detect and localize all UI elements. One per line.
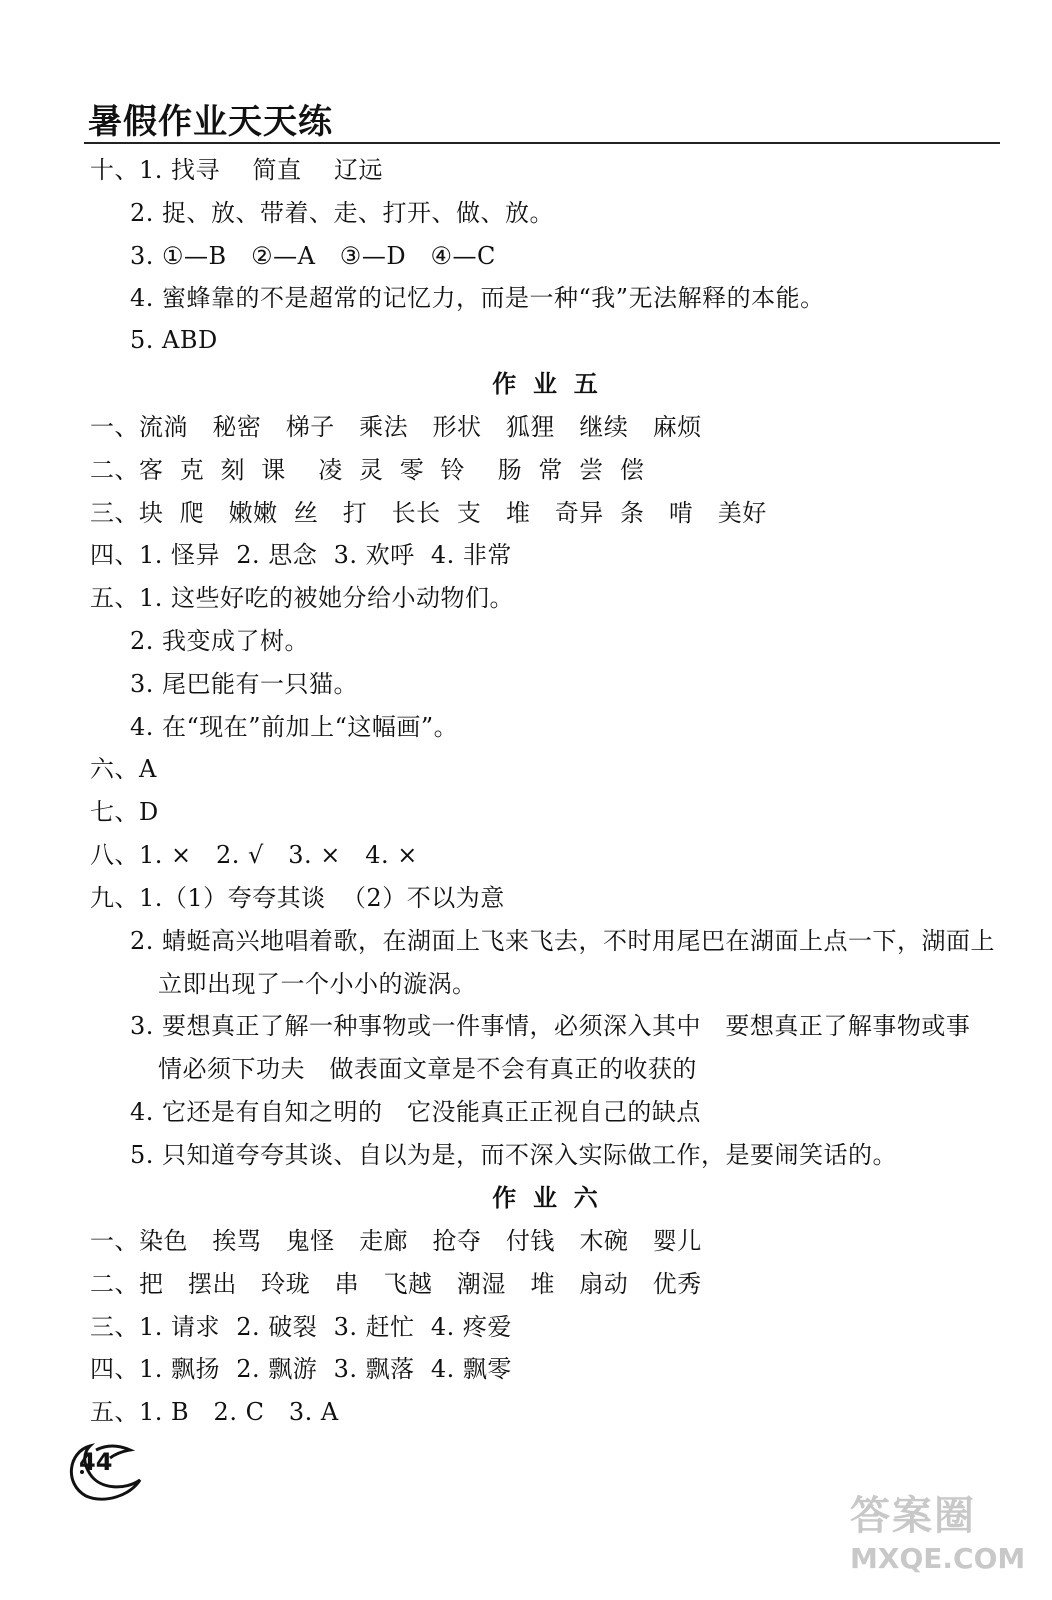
answer-line: 七、D <box>90 798 159 826</box>
answer-line: 情必须下功夫 做表面文章是不会有真正的收获的 <box>158 1055 697 1083</box>
answer-line: 十、1. 找寻 简直 辽远 <box>90 156 384 184</box>
answer-line: 三、块 爬 嫩嫩 丝 打 长长 支 堆 奇异 条 啃 美好 <box>90 499 767 527</box>
answer-line: 三、1. 请求 2. 破裂 3. 赶忙 4. 疼爱 <box>90 1313 512 1341</box>
section-heading-6: 作 业 六 <box>492 1183 598 1212</box>
answer-line: 3. 尾巴能有一只猫。 <box>130 670 359 698</box>
answer-line: 一、染色 挨骂 鬼怪 走廊 抢夺 付钱 木碗 婴儿 <box>90 1227 702 1255</box>
answer-line: 四、1. 飘扬 2. 飘游 3. 飘落 4. 飘零 <box>90 1355 512 1383</box>
watermark-url: MXQE.COM <box>850 1542 1026 1575</box>
answer-line: 3. 要想真正了解一种事物或一件事情，必须深入其中 要想真正了解事物或事 <box>130 1012 971 1040</box>
answer-line: 5. ABD <box>130 326 218 354</box>
answer-line: 5. 只知道夸夸其谈、自以为是，而不深入实际做工作，是要闹笑话的。 <box>130 1141 898 1169</box>
answer-line: 四、1. 怪异 2. 思念 3. 欢呼 4. 非常 <box>90 541 512 569</box>
answer-line: 九、1.（1）夸夸其谈 （2）不以为意 <box>90 884 505 912</box>
answer-line: 五、1. 这些好吃的被她分给小动物们。 <box>90 584 515 612</box>
answer-line: 二、客 克 刻 课 凌 灵 零 铃 肠 常 尝 偿 <box>90 456 645 484</box>
header-divider <box>84 142 1000 144</box>
answer-line: 2. 我变成了树。 <box>130 627 310 655</box>
page-number: 44 <box>79 1448 113 1476</box>
answer-line: 六、A <box>90 755 157 783</box>
answer-line: 五、1. B 2. C 3. A <box>90 1398 339 1426</box>
answer-line: 二、把 摆出 玲珑 串 飞越 潮湿 堆 扇动 优秀 <box>90 1270 702 1298</box>
answer-line: 2. 捉、放、带着、走、打开、做、放。 <box>130 199 555 227</box>
section-heading-5: 作 业 五 <box>492 369 598 398</box>
answer-line: 立即出现了一个小小的漩涡。 <box>158 970 477 998</box>
answer-line: 一、流淌 秘密 梯子 乘法 形状 狐狸 继续 麻烦 <box>90 413 702 441</box>
watermark-logo-text: 答案圈 <box>850 1493 976 1539</box>
watermark <box>850 1490 1026 1600</box>
answer-line: 3. ①—B ②—A ③—D ④—C <box>130 242 496 270</box>
answer-line: 4. 在“现在”前加上“这幅画”。 <box>130 713 459 741</box>
answer-line: 4. 它还是有自知之明的 它没能真正正视自己的缺点 <box>130 1098 701 1126</box>
answer-line: 2. 蜻蜓高兴地唱着歌，在湖面上飞来飞去，不时用尾巴在湖面上点一下，湖面上 <box>130 927 996 955</box>
answer-line: 八、1. × 2. √ 3. × 4. × <box>90 841 418 869</box>
answer-line: 4. 蜜蜂靠的不是超常的记忆力，而是一种“我”无法解释的本能。 <box>130 284 825 312</box>
page-header-title: 暑假作业天天练 <box>88 102 333 142</box>
